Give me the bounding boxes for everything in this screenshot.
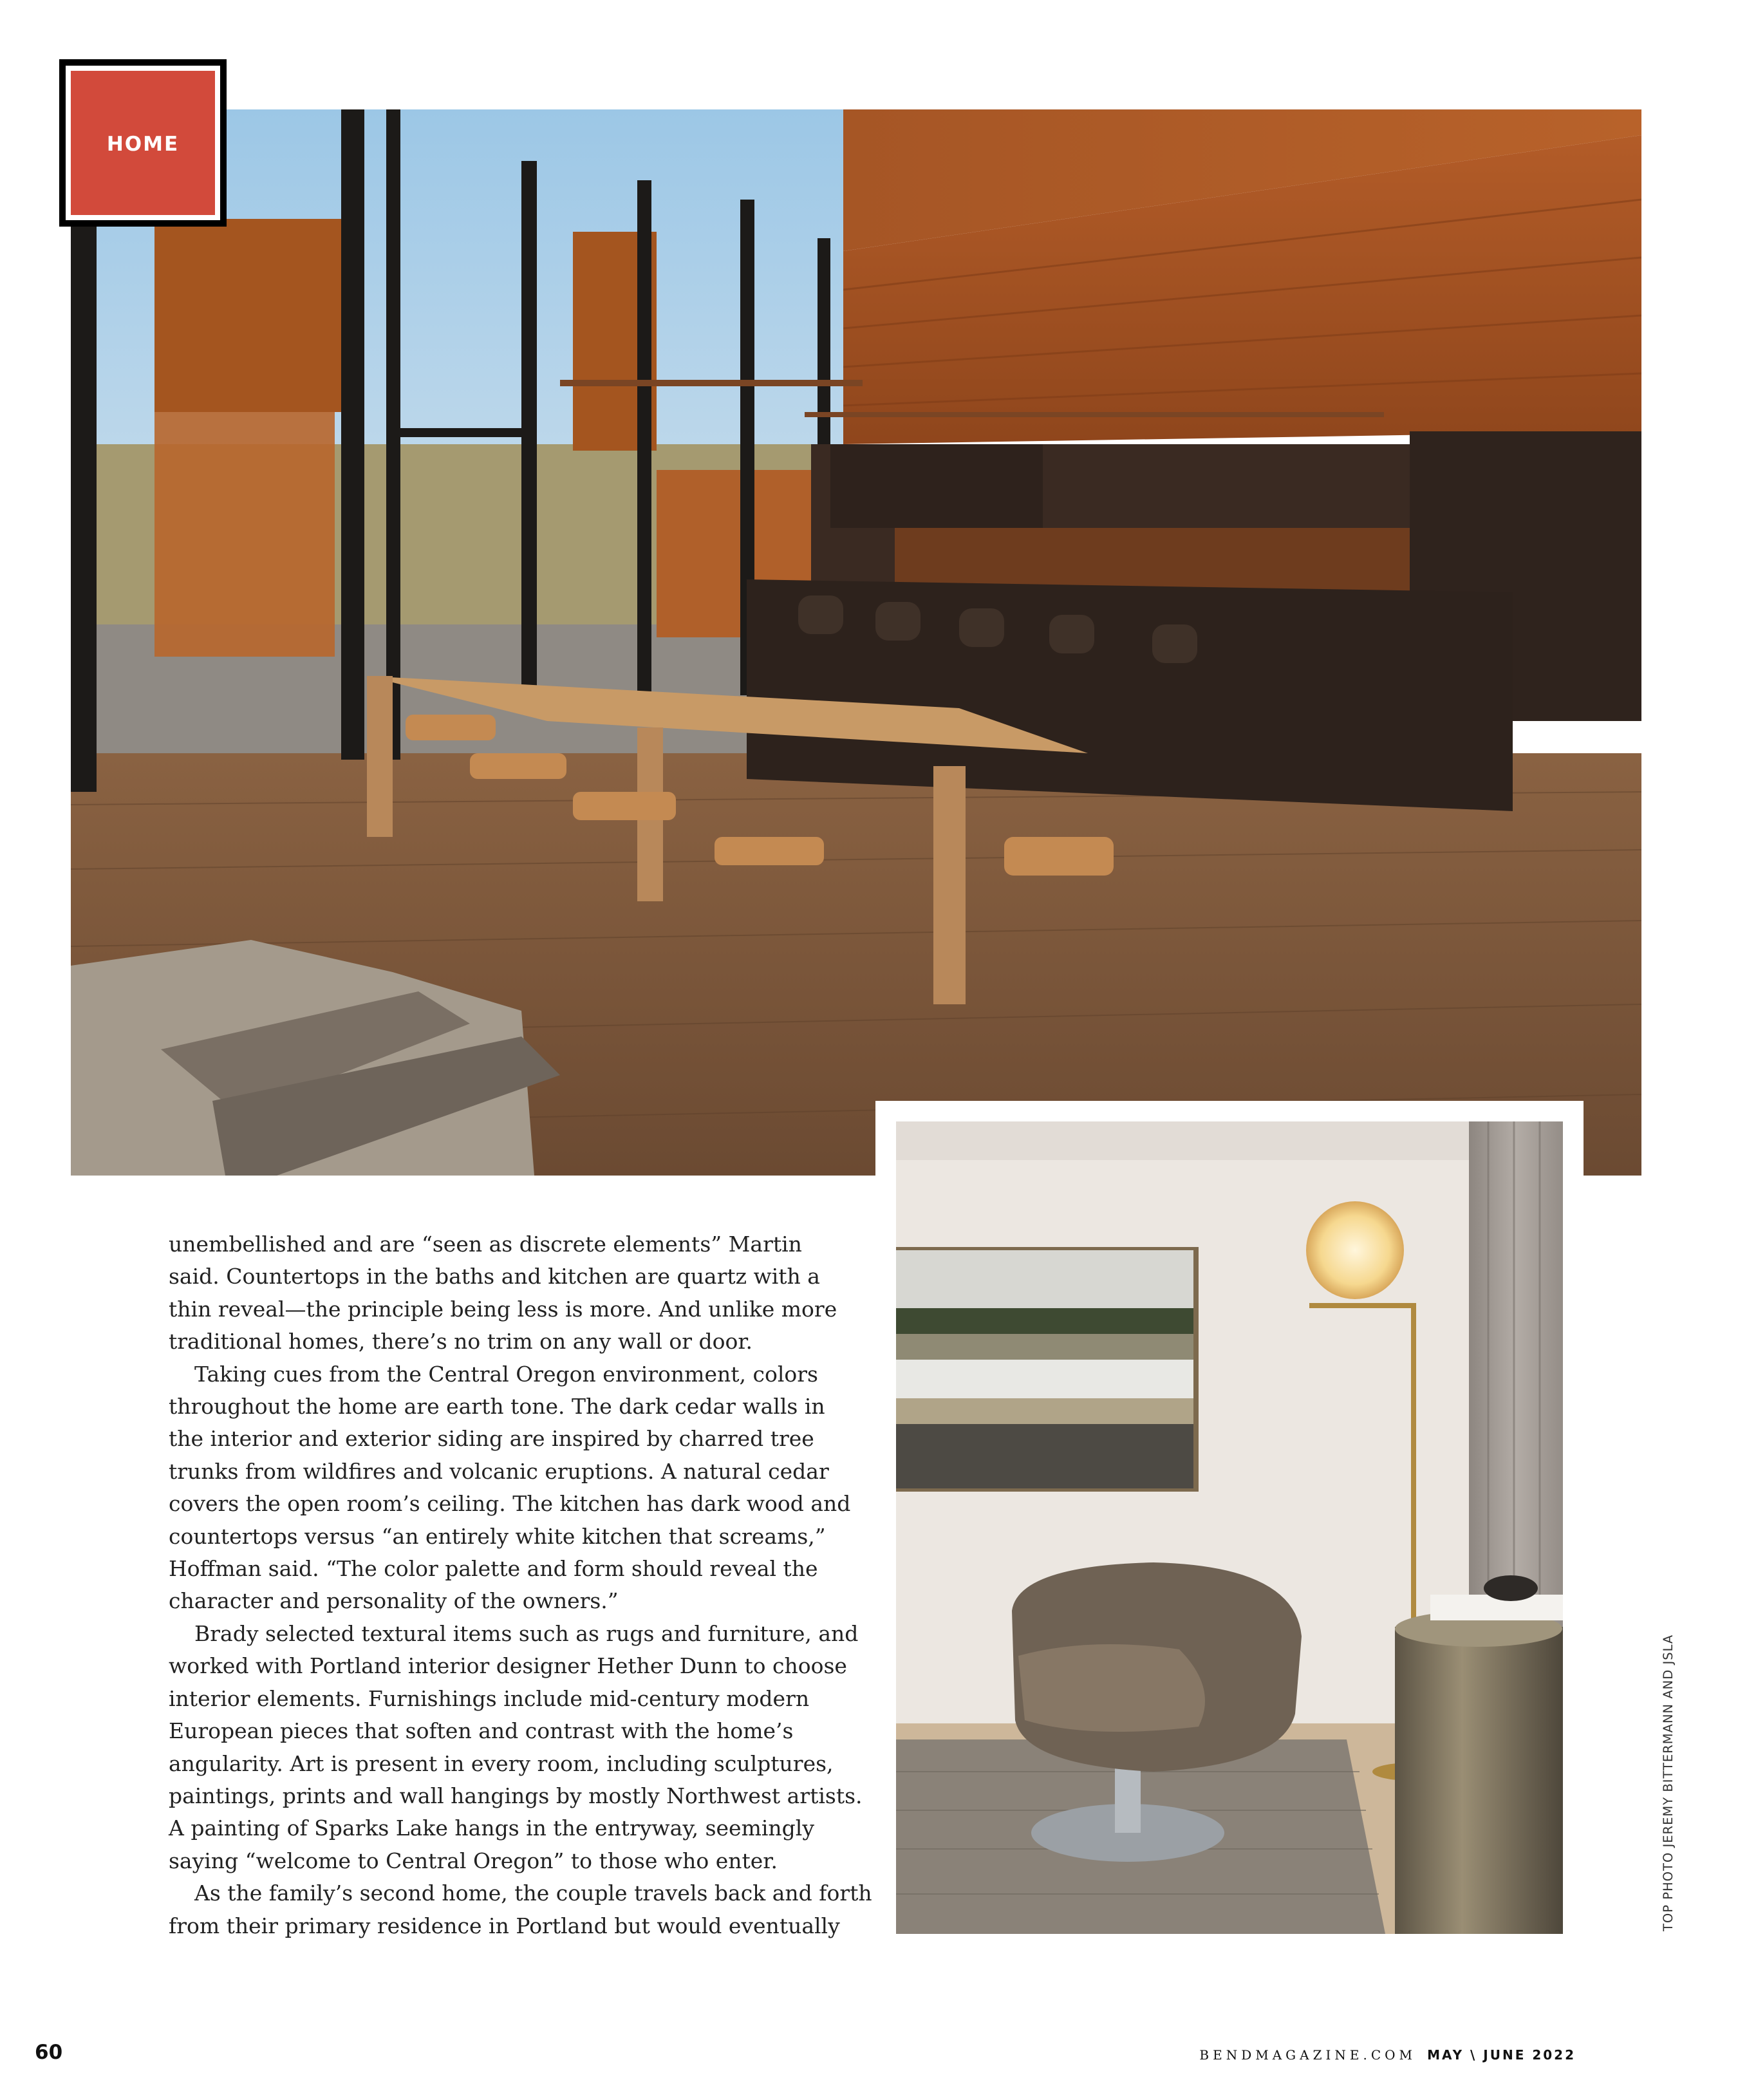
text-line: interior elements. Furnishings include mid-century modern bbox=[169, 1685, 810, 1711]
text-line: Brady selected textural items such as rugs and furniture, and bbox=[194, 1620, 859, 1646]
text-line: As the family’s second home, the couple travels back and forth bbox=[194, 1880, 872, 1906]
article-paragraph bbox=[169, 1228, 851, 1358]
text-line: countertops versus “an entirely white kitchen that screams,” bbox=[169, 1523, 826, 1549]
text-line: thin reveal—the principle being less is more. And unlike more bbox=[169, 1296, 837, 1322]
top-photo bbox=[71, 109, 1641, 1176]
inset-photo-frame bbox=[875, 1101, 1584, 1951]
text-line: the interior and exterior siding are inspired by charred tree bbox=[169, 1426, 814, 1452]
text-line: saying “welcome to Central Oregon” to those who enter. bbox=[169, 1848, 778, 1873]
text-line: said. Countertops in the baths and kitchen are quartz with a bbox=[169, 1264, 820, 1289]
article-paragraph bbox=[169, 1618, 863, 1877]
text-line: traditional homes, there’s no trim on any wall or door. bbox=[169, 1329, 752, 1355]
photo-credit: TOP PHOTO JEREMY BITTERMANN AND JSLA bbox=[1661, 1634, 1676, 1931]
text-line: covers the open room’s ceiling. The kitchen has dark wood and bbox=[169, 1491, 851, 1517]
text-line: from their primary residence in Portland but would eventually bbox=[169, 1913, 840, 1938]
running-footer bbox=[1199, 2047, 1576, 2063]
article-paragraph bbox=[169, 1877, 872, 1942]
magazine-site: BENDMAGAZINE.COM bbox=[1199, 2047, 1417, 2063]
text-line: paintings, prints and wall hangings by mostly Northwest artists. bbox=[169, 1783, 863, 1808]
text-line: angularity. Art is present in every room, including sculptures, bbox=[169, 1750, 834, 1776]
page-number: 60 bbox=[35, 2041, 63, 2064]
section-label: HOME bbox=[106, 133, 180, 156]
text-line: throughout the home are earth tone. The dark cedar walls in bbox=[169, 1394, 825, 1420]
text-line: European pieces that soften and contrast with the home’s bbox=[169, 1718, 794, 1744]
inset-photo bbox=[896, 1121, 1563, 1934]
text-line: worked with Portland interior designer Hether Dunn to choose bbox=[169, 1653, 847, 1679]
text-line: unembellished and are “seen as discrete elements” Martin bbox=[169, 1232, 802, 1257]
text-line: character and personality of the owners.” bbox=[169, 1588, 619, 1614]
article-body bbox=[169, 1228, 872, 1942]
section-tag bbox=[59, 59, 227, 227]
text-line: Taking cues from the Central Oregon environment, colors bbox=[194, 1361, 818, 1387]
text-line: Hoffman said. “The color palette and form should reveal the bbox=[169, 1556, 818, 1582]
text-line: trunks from wildfires and volcanic eruptions. A natural cedar bbox=[169, 1458, 829, 1484]
text-line: A painting of Sparks Lake hangs in the entryway, seemingly bbox=[169, 1815, 814, 1841]
issue-date: MAY \ JUNE 2022 bbox=[1427, 2047, 1576, 2063]
article-paragraph bbox=[169, 1358, 851, 1618]
